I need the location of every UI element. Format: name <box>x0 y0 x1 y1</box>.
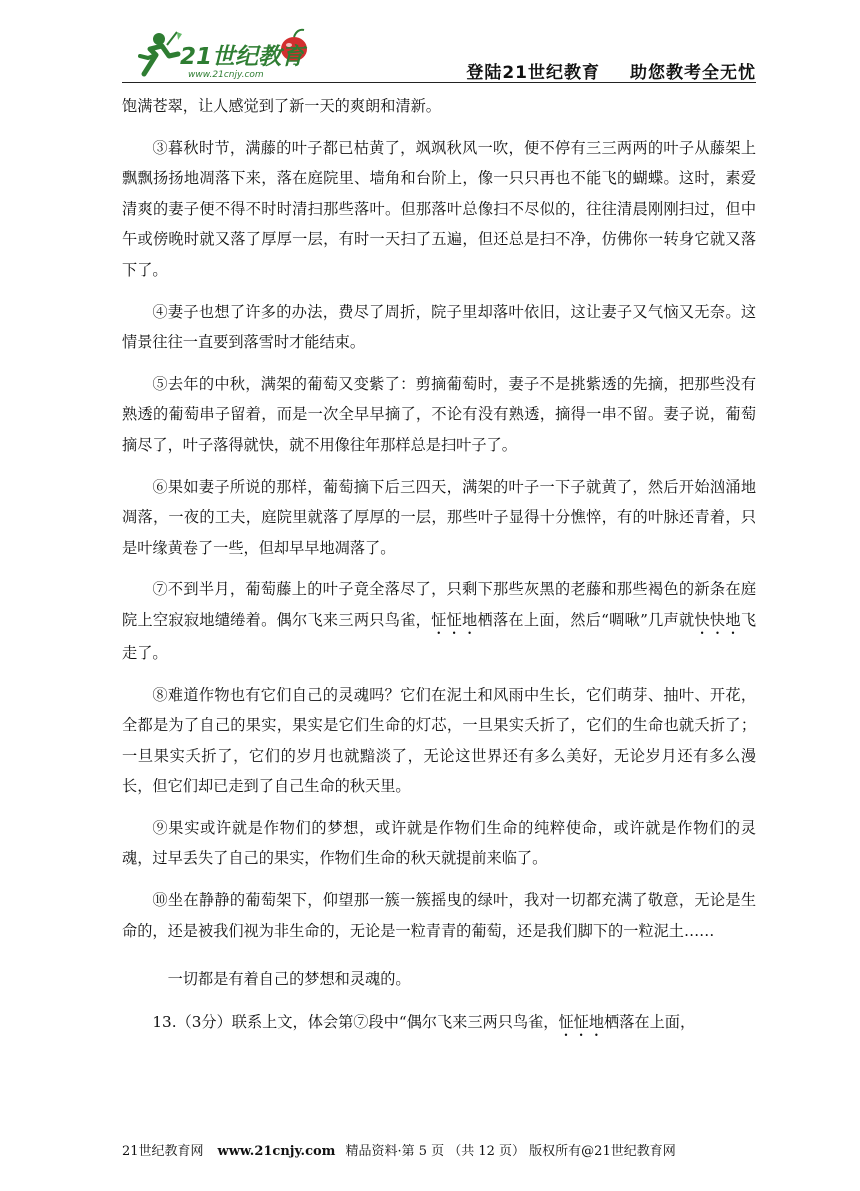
emphasis-yangyang: 快快地 <box>694 610 741 629</box>
page-header <box>122 18 756 82</box>
paragraph-7-part-a: ⑦不到半月，葡萄藤上的叶子竟全落尽了，只剩下那些灰黑的老藤和那些褐色的新条在庭院上空寂寂地缱绻着。偶尔飞来三两只鸟雀， <box>122 580 756 629</box>
question-13-part-c: 栖落在上面， <box>604 1012 696 1031</box>
paragraph-7 <box>122 574 756 668</box>
emphasis-zhengzheng: 怔怔地 <box>431 610 478 629</box>
logo <box>122 18 322 82</box>
article-body <box>122 86 756 1040</box>
page-footer <box>122 1140 756 1159</box>
paragraph-continued: 饱满苍翠，让人感觉到了新一天的爽朗和清新。 <box>122 97 441 115</box>
paragraph-3: ③暮秋时节，满藤的叶子都已枯黄了，飒飒秋风一吹，便不停有三三两两的叶子从藤架上飘飘扬扬地凋落下来，落在庭院里、墙角和台阶上，像一只只再也不能飞的蝴蝶。这时，素爱清爽的妻子便不得不时时清扫那些落叶。但那落叶总像扫不尽似的，往往清晨刚刚扫过，但中午或傍晚时就又落了厚厚一层，有时一天扫了五遍，但还总是扫不净，仿佛你一转身它就又落下了。 <box>122 138 756 279</box>
slogan-tagline: 助您教考全无忧 <box>630 63 756 83</box>
question-13 <box>122 1007 756 1040</box>
slogan-login: 登陆21世纪教育 <box>466 63 600 83</box>
paragraph-7-part-c: 栖落在上面，然后“啁啾”几声就 <box>477 610 695 629</box>
footer-site-name: 21世纪教育网 <box>122 1144 204 1159</box>
paragraph-9: ⑨果实或许就是作物们的梦想，或许就是作物们生命的纯粹使命，或许就是作物们的灵魂，过早丢失了自己的果实，作物们生命的秋天就提前来临了。 <box>122 818 756 868</box>
paragraph-4: ④妻子也想了许多的办法，费尽了周折，院子里却落叶依旧，这让妻子又气恼又无奈。这情景往往一直要到落雪时才能结束。 <box>122 302 756 352</box>
header-divider <box>122 82 756 83</box>
logo-text: 21世纪教育 <box>180 44 305 70</box>
paragraph-10: ⑩坐在静静的葡萄架下，仰望那一簇一簇摇曳的绿叶，我对一切都充满了敬意，无论是生命的，还是被我们视为非生命的，无论是一粒青青的葡萄，还是我们脚下的一粒泥土…… <box>122 891 756 940</box>
logo-url: www.21cnjy.com <box>188 70 264 80</box>
question-13-emphasis: 怔怔地 <box>558 1012 605 1031</box>
closing-line: 一切都是有着自己的梦想和灵魂的。 <box>167 970 411 989</box>
runner-icon <box>140 32 182 74</box>
paragraph-5: ⑤去年的中秋，满架的葡萄又变紫了：剪摘葡萄时，妻子不是挑紫透的先摘，把那些没有熟透的葡萄串子留着，而是一次全早早摘了，不论有没有熟透，摘得一串不留。妻子说，葡萄摘尽了，叶子落得就快，就不用像往年那样总是扫叶子了。 <box>122 374 756 454</box>
footer-page-info: 精品资料·第 5 页 （共 12 页） 版权所有@21世纪教育网 <box>345 1144 676 1159</box>
paragraph-8: ⑧难道作物也有它们自己的灵魂吗？它们在泥土和风雨中生长，它们萌芽、抽叶、开花，全都是为了自己的果实，果实是它们生命的灯芯，一旦果实夭折了，它们的生命也就夭折了；一旦果实夭折了，它们的岁月也就黯淡了，无论这世界还有多么美好，无论岁月还有多么漫长，但它们却已走到了自己生命的秋天里。 <box>122 685 756 796</box>
paragraph-7-part-e: 飞走了。 <box>122 610 757 662</box>
footer-url: www.21cnjy.com <box>217 1144 336 1159</box>
header-slogan <box>466 58 756 83</box>
paragraph-6: ⑥果如妻子所说的那样，葡萄摘下后三四天，满架的叶子一下子就黄了，然后开始汹涌地凋落，一夜的工夫，庭院里就落了厚厚的一层，那些叶子显得十分憔悴，有的叶脉还青着，只是叶缘黄卷了一些，但却早早地凋落了。 <box>122 477 756 557</box>
question-13-part-a: 13.（3分）联系上文，体会第⑦段中“偶尔飞来三两只鸟雀， <box>152 1012 559 1031</box>
